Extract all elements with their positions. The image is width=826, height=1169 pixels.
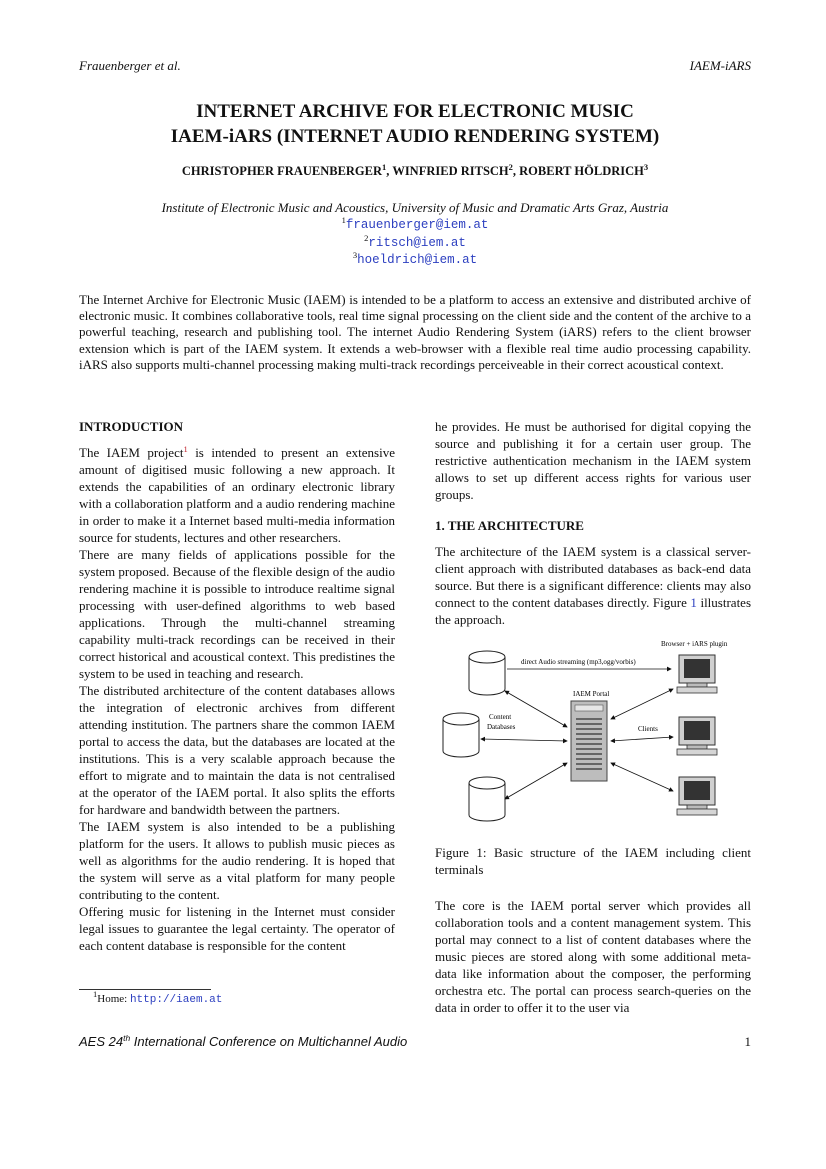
paragraph: he provides. He must be authorised for digital copying the source and publishing it for a certain user group. The restrictive authentication mechanism in the IAEM system allows to set up different access rights for various user groups. xyxy=(435,419,751,502)
author-sup: 3 xyxy=(643,162,649,172)
author-sup: 1 xyxy=(382,162,387,172)
email-link[interactable]: ritsch@iem.at xyxy=(368,235,466,250)
author-name: ROBERT HÖLDRICH xyxy=(519,164,644,178)
monitor-icon xyxy=(677,777,717,815)
figure-caption: Figure 1: Basic structure of the IAEM including client terminals xyxy=(435,845,751,877)
paragraph xyxy=(435,543,751,628)
section-heading-architecture: 1. THE ARCHITECTURE xyxy=(435,518,584,533)
footnote-sup: 1 xyxy=(93,989,98,999)
paragraph-text: The architecture of the IAEM system is a classical server-client approach with distributed databases as back-end data source. But there is a significant difference: clients may also connect to the content databases directly. Figure xyxy=(435,544,751,610)
label-stream: direct Audio streaming (mp3,ogg/vorbis) xyxy=(521,658,636,666)
header-authors: Frauenberger et al. xyxy=(79,58,181,73)
paragraph: The IAEM system is also intended to be a publishing platform for the users. It allows to publish music pieces as well as algorithms for the audio rendering. It is hoped that the system will serve as a vital platform for many people contributing to the content. xyxy=(79,819,395,902)
conference-prefix: AES 24 xyxy=(79,1034,124,1049)
database-icon xyxy=(469,777,505,821)
title-line-1: INTERNET ARCHIVE FOR ELECTRONIC MUSIC xyxy=(196,101,634,122)
architecture-diagram xyxy=(435,639,751,844)
label-browser: Browser + iARS plugin xyxy=(661,640,728,648)
paragraph-text: The IAEM project xyxy=(79,445,184,460)
footnote xyxy=(93,989,223,1006)
paragraph: There are many fields of applications possible for the system proposed. Because of the flexible design of the audio rendering machine it is possible to introduce realtime signal processing with user-defined algorithms to web based applications. Through the multi-channel streaming capability multi-track recordings can be received in their correct historical and acoustical context. This predistines the system to be used in teaching and research. xyxy=(79,547,395,681)
footnote-ref[interactable]: 1 xyxy=(183,444,188,454)
paragraph: Offering music for listening in the Internet must consider legal issues to guarantee the legal certainty. The operator of each content database is responsible for the content xyxy=(79,904,395,953)
footnote-url[interactable]: http://iaem.at xyxy=(129,994,223,1006)
email-list xyxy=(79,216,751,269)
footnote-rule xyxy=(79,989,211,990)
left-column xyxy=(79,418,395,954)
email-line xyxy=(79,216,751,234)
email-link[interactable]: hoeldrich@iem.at xyxy=(357,253,478,267)
header-short-title: IAEM-iARS xyxy=(689,58,751,73)
author-name: CHRISTOPHER FRAUENBERGER xyxy=(181,164,383,178)
paper-title xyxy=(79,99,751,149)
database-icon xyxy=(443,713,479,757)
paragraph: The core is the IAEM portal server which provides all collaboration tools and a content management system. This portal may connect to a list of content databases where the music pieces are stored along with some additional meta-data like information about the composer, the performing orchestra etc. The portal can process search-queries on the data in order to offer it to the user via xyxy=(435,898,751,1015)
email-line xyxy=(79,251,751,269)
section-heading-introduction: INTRODUCTION xyxy=(79,419,184,434)
label-content: Content xyxy=(489,713,512,721)
figure-architecture xyxy=(435,639,751,844)
monitor-icon xyxy=(677,655,717,693)
page-footer xyxy=(79,1034,751,1049)
affiliation: Institute of Electronic Music and Acoustics, University of Music and Dramatic Arts Graz, Austria xyxy=(161,200,669,215)
label-clients: Clients xyxy=(638,725,658,733)
author-sup: 2 xyxy=(508,162,513,172)
email-sup: 2 xyxy=(364,232,369,243)
conference-sup: th xyxy=(123,1033,131,1043)
paragraph-text: illustrates the approach. xyxy=(435,595,752,627)
email-sup: 1 xyxy=(341,215,346,225)
monitor-icon xyxy=(677,717,717,755)
figure-ref[interactable]: 1 xyxy=(690,595,697,610)
page-number: 1 xyxy=(744,1034,751,1049)
abstract: The Internet Archive for Electronic Music (IAEM) is intended to be a platform to access an extensive and distributed archive of electronic music. It combines collaborative tools, real time signal processing on the client side and the content of the archive to a powerful teaching, research and publishing tool. The internet Audio Rendering System (iARS) refers to the client browser extension which is part of the IAEM system. It extends a web-browser with a flexible real time audio processing capability. iARS also supports multi-channel processing making multi-track recordings perceiveable in their correct acoustical context. xyxy=(79,292,751,372)
right-column xyxy=(435,418,751,1016)
email-link[interactable]: frauenberger@iem.at xyxy=(345,218,489,232)
paragraph-text: is intended to present an extensive amount of digitised music following a new approach. It extends the capabilities of an ordinary electronic library with a collaboration platform and a audio rendering machine in order to make it a Internet based multi-media information source for students, lectures and other researchers. xyxy=(79,445,395,545)
email-sup: 3 xyxy=(352,250,358,260)
conference-rest: International Conference on Multichannel Audio xyxy=(130,1034,408,1049)
author-list: CHRISTOPHER FRAUENBERGER$^1$, WINFRIED RITSCH$^2$, ROBERT HÖLDRICH$^3$ xyxy=(181,162,649,178)
running-header xyxy=(79,58,751,74)
paragraph xyxy=(79,444,395,546)
footnote-label: Home: xyxy=(97,993,130,1005)
email-line xyxy=(79,234,751,252)
database-icon xyxy=(469,651,505,695)
label-databases: Databases xyxy=(487,723,516,731)
author-name: WINFRIED RITSCH xyxy=(392,164,509,178)
title-line-2: IAEM-iARS (INTERNET AUDIO RENDERING SYSTEM) xyxy=(170,126,660,147)
label-portal: IAEM Portal xyxy=(573,690,610,698)
paragraph: The distributed architecture of the content databases allows the integration of electronic archives from different attending institution. The partners share the common IAEM portal to access the data, but the databases are located at the institutions. This is a very scalable approach because the effort to migrate and to maintain the data is not centralised at the operator of the IAEM portal. It also splits the efforts for hardware and bandwidth between the partners. xyxy=(79,683,395,817)
conference-name xyxy=(79,1034,407,1049)
server-icon xyxy=(571,701,607,781)
